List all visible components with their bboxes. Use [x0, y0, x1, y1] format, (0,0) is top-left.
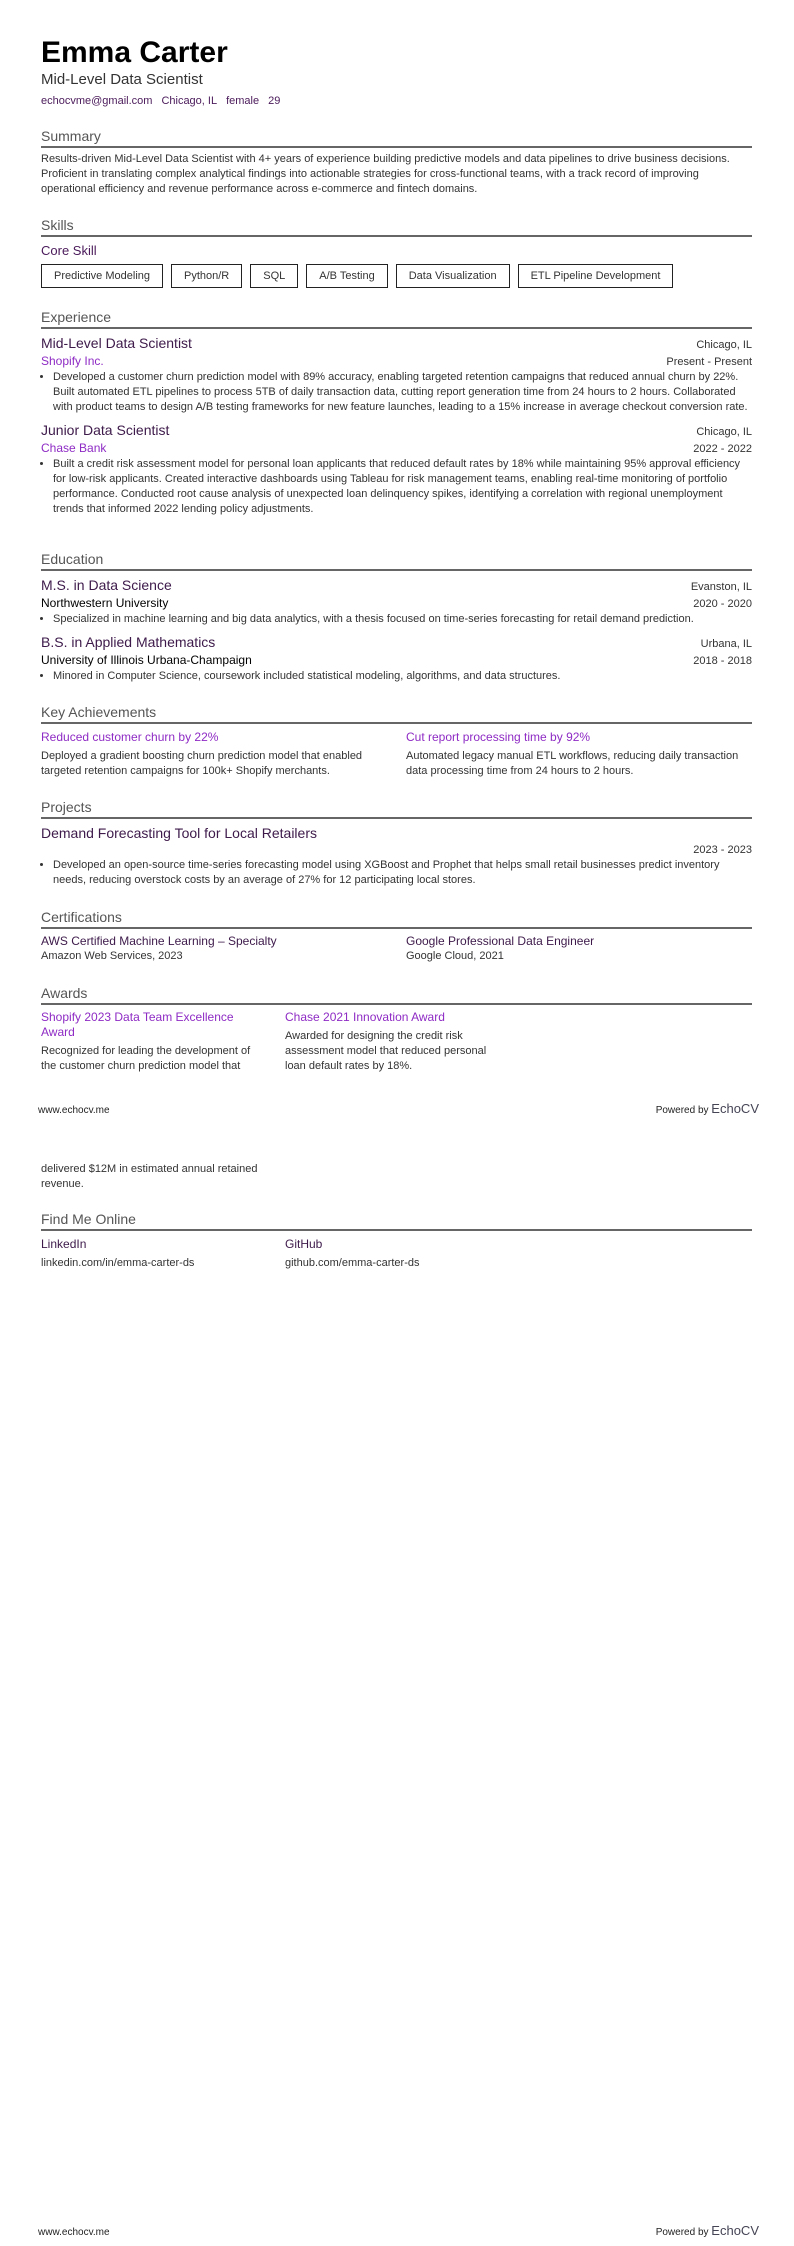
powered-by-label: Powered by	[655, 1105, 709, 1116]
powered-by-label: Powered by	[655, 2227, 709, 2238]
online-item	[285, 1237, 529, 1271]
job-title: Junior Data Scientist	[41, 422, 170, 438]
footer-powered-by[interactable]	[656, 2223, 759, 2238]
achievements-section	[41, 703, 752, 779]
achievement-item	[406, 730, 751, 779]
experience-section	[41, 308, 752, 517]
achievement-text: Automated legacy manual ETL workflows, reducing daily transaction data processing time from 24 hours to 2 hours.	[406, 750, 739, 777]
achievement-title: Cut report processing time by 92%	[406, 730, 591, 744]
email-link[interactable]: echocvme@gmail.com	[41, 95, 153, 107]
section-heading: Projects	[41, 798, 752, 819]
edu-dates: 2018 - 2018	[693, 655, 752, 667]
skill-chip: A/B Testing	[306, 264, 387, 288]
skill-list	[41, 264, 752, 288]
project-entry	[41, 824, 752, 888]
project-bullet: • Developed an open-source time-series forecasting model using XGBoost and Prophet that helps small retail businesses predict inventory needs, reducing overstock costs by an average of 27% for 12 participating local stores.	[53, 858, 752, 888]
award-text: Recognized for leading the development of the customer churn prediction model that	[41, 1045, 251, 1072]
edu-bullet: • Specialized in machine learning and big data analytics, with a thesis focused on time-series forecasting for retail demand prediction.	[53, 612, 752, 627]
echocv-logo: EchoCV	[711, 2223, 759, 2238]
job-entry	[41, 334, 752, 415]
skill-chip: ETL Pipeline Development	[518, 264, 674, 288]
candidate-name: Emma Carter	[41, 36, 228, 69]
section-heading: Key Achievements	[41, 703, 752, 724]
school-name: University of Illinois Urbana-Champaign	[41, 653, 252, 667]
job-location: Chicago, IL	[696, 426, 752, 438]
location: Chicago, IL	[161, 95, 218, 107]
award-item	[41, 1010, 266, 1074]
degree: M.S. in Data Science	[41, 577, 172, 593]
age: 29	[268, 95, 281, 107]
job-location: Chicago, IL	[696, 339, 752, 351]
skill-chip: Python/R	[171, 264, 242, 288]
certifications-section	[41, 908, 752, 964]
certification-issuer: Google Cloud, 2021	[406, 950, 504, 962]
achievement-title: Reduced customer churn by 22%	[41, 730, 219, 744]
online-section	[41, 1210, 752, 1271]
education-entry	[41, 633, 752, 684]
award-title: Shopify 2023 Data Team Excellence Award	[41, 1010, 234, 1039]
candidate-title: Mid-Level Data Scientist	[41, 71, 203, 88]
education-section	[41, 550, 752, 684]
skills-section	[41, 216, 752, 288]
section-heading: Certifications	[41, 908, 752, 929]
footer-powered-by[interactable]	[656, 1101, 759, 1116]
award-text: Awarded for designing the credit risk assessment model that reduced personal loan default rates by 18%.	[285, 1030, 487, 1072]
award-title: Chase 2021 Innovation Award	[285, 1010, 445, 1024]
company-name: Chase Bank	[41, 441, 107, 455]
section-heading: Awards	[41, 984, 752, 1005]
section-heading: Skills	[41, 216, 752, 237]
award-text-continued: delivered $12M in estimated annual retained revenue.	[41, 1163, 258, 1190]
gender: female	[226, 95, 260, 107]
certification-name: AWS Certified Machine Learning – Specialty	[41, 934, 277, 948]
job-bullet: • Developed a customer churn prediction model with 89% accuracy, enabling targeted retention campaigns that reduced annual churn by 22%. Built automated ETL pipelines to process 5TB of daily transaction data, cutting report generation time from 24 hours to 2 hours. Collaborated with product teams to design A/B testing frameworks for new feature launches, leading to a 15% increase in average checkout conversion rate.	[53, 370, 752, 415]
projects-section	[41, 798, 752, 888]
job-bullet: • Built a credit risk assessment model for personal loan applicants that reduced default rates by 18% while maintaining 95% approval efficiency for low-risk applicants. Created interactive dashboards using Tableau for risk management teams, enabling real-time monitoring of portfolio performance. Conducted root cause analysis of unexpected loan delinquency spikes, identifying a correlation with regional unemployment trends that informed 2022 lending policy adjustments.	[53, 457, 752, 517]
edu-dates: 2020 - 2020	[693, 598, 752, 610]
section-heading: Experience	[41, 308, 752, 329]
job-entry	[41, 421, 752, 517]
summary-text: Results-driven Mid-Level Data Scientist with 4+ years of experience building predictive models and data pipelines to drive business decisions. Proficient in translating complex analytical findings into actionable strategies for cross-functional teams, with a track record of improving operational efficiency and revenue performance across e-commerce and fintech domains.	[41, 153, 730, 195]
skill-chip: Data Visualization	[396, 264, 510, 288]
job-dates: Present - Present	[666, 356, 752, 368]
linkedin-link[interactable]: linkedin.com/in/emma-carter-ds	[41, 1257, 195, 1269]
job-dates: 2022 - 2022	[693, 443, 752, 455]
edu-location: Urbana, IL	[700, 638, 752, 650]
section-heading: Education	[41, 550, 752, 571]
awards-section	[41, 984, 752, 1074]
echocv-logo: EchoCV	[711, 1101, 759, 1116]
achievement-item	[41, 730, 386, 779]
certification-issuer: Amazon Web Services, 2023	[41, 950, 183, 962]
section-heading: Summary	[41, 127, 752, 148]
edu-location: Evanston, IL	[690, 581, 752, 593]
summary-section	[41, 127, 752, 197]
contact-info	[41, 94, 289, 108]
school-name: Northwestern University	[41, 596, 169, 610]
footer-site-link[interactable]: www.echocv.me	[38, 1105, 110, 1116]
skill-group-title: Core Skill	[41, 243, 97, 258]
certification-name: Google Professional Data Engineer	[406, 934, 595, 948]
section-heading: Find Me Online	[41, 1210, 752, 1231]
footer-site-link[interactable]: www.echocv.me	[38, 2227, 110, 2238]
github-link[interactable]: github.com/emma-carter-ds	[285, 1257, 420, 1269]
company-name: Shopify Inc.	[41, 354, 104, 368]
project-dates: 2023 - 2023	[693, 844, 752, 856]
certification-item	[41, 934, 406, 964]
online-label: GitHub	[285, 1237, 323, 1251]
achievement-text: Deployed a gradient boosting churn prediction model that enabled targeted retention campaigns for 100k+ Shopify merchants.	[41, 750, 363, 777]
skill-chip: SQL	[250, 264, 298, 288]
online-item	[41, 1237, 285, 1271]
online-label: LinkedIn	[41, 1237, 87, 1251]
certification-item	[406, 934, 751, 964]
edu-bullet: • Minored in Computer Science, coursework included statistical modeling, algorithms, and data structures.	[53, 669, 752, 684]
skill-chip: Predictive Modeling	[41, 264, 163, 288]
job-title: Mid-Level Data Scientist	[41, 335, 192, 351]
project-title: Demand Forecasting Tool for Local Retailers	[41, 825, 317, 841]
degree: B.S. in Applied Mathematics	[41, 634, 216, 650]
award-item	[285, 1010, 510, 1074]
education-entry	[41, 576, 752, 627]
